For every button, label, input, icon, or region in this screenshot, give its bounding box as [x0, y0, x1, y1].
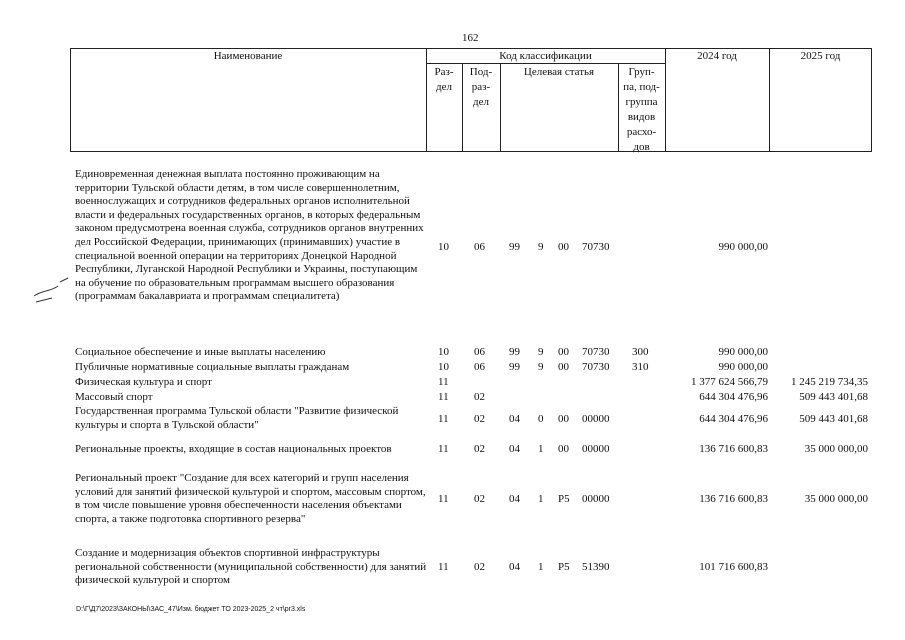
cell-target-event: Р5 — [558, 561, 570, 573]
cell-razdel: 11 — [438, 561, 449, 573]
cell-target-event: Р5 — [558, 493, 570, 505]
cell-2024: 990 000,00 — [718, 361, 768, 373]
cell-razdel: 10 — [438, 346, 449, 358]
header-group-line: расхо- — [626, 126, 657, 138]
cell-target-subprogram: 1 — [538, 493, 544, 505]
cell-podrazdel: 02 — [474, 413, 485, 425]
cell-target-direction: 70730 — [582, 346, 610, 358]
cell-2024: 1 377 624 566,79 — [691, 376, 768, 388]
header-razdel — [426, 65, 462, 95]
header-razdel-line: дел — [436, 81, 452, 93]
cell-target-direction: 00000 — [582, 443, 610, 455]
cell-target-program: 04 — [509, 493, 520, 505]
cell-razdel: 11 — [438, 493, 449, 505]
cell-group: 300 — [632, 346, 649, 358]
cell-target-event: 00 — [558, 361, 569, 373]
header-group-line: дов — [633, 141, 650, 153]
cell-podrazdel: 02 — [474, 561, 485, 573]
page-number: 162 — [462, 32, 479, 44]
cell-2024: 644 304 476,96 — [699, 391, 768, 403]
cell-target-direction: 70730 — [582, 241, 610, 253]
cell-target-subprogram: 0 — [538, 413, 544, 425]
cell-target-program: 04 — [509, 413, 520, 425]
header-code: Код классификации — [499, 50, 592, 62]
table-row-name: Социальное обеспечение и иные выплаты населению — [75, 346, 326, 358]
cell-target-direction: 00000 — [582, 493, 610, 505]
cell-target-subprogram: 1 — [538, 561, 544, 573]
cell-target-subprogram: 9 — [538, 346, 544, 358]
cell-target-program: 99 — [509, 241, 520, 253]
table-row-name: Создание и модернизация объектов спортивной инфраструктуры региональной собственности (муниципальной собственности) для занятий физической культурой и спортом — [75, 547, 427, 587]
header-podrazdel-line: дел — [473, 96, 489, 108]
header-group-line: видов — [627, 111, 656, 123]
header-target: Целевая статья — [523, 66, 595, 78]
cell-razdel: 10 — [438, 361, 449, 373]
cell-target-program: 99 — [509, 361, 520, 373]
cell-target-subprogram: 1 — [538, 443, 544, 455]
cell-razdel: 10 — [438, 241, 449, 253]
cell-target-direction: 00000 — [582, 413, 610, 425]
scan-mark-squiggle — [30, 276, 74, 310]
cell-razdel: 11 — [438, 376, 449, 388]
cell-target-subprogram: 9 — [538, 241, 544, 253]
cell-razdel: 11 — [438, 413, 449, 425]
cell-target-direction: 51390 — [582, 561, 610, 573]
footer-file-path: D:\Г\Д7\2023\ЗАКОНЫ\ЗАС_47\Изм. бюджет ТО 2023-2025_2 чт\pr3.xls — [76, 606, 306, 613]
cell-2024: 644 304 476,96 — [699, 413, 768, 425]
table-row-name: Региональные проекты, входящие в состав национальных проектов — [75, 443, 392, 455]
header-podrazdel — [462, 65, 500, 110]
header-group — [618, 65, 665, 155]
cell-target-subprogram: 9 — [538, 361, 544, 373]
cell-target-event: 00 — [558, 413, 569, 425]
cell-2024: 990 000,00 — [718, 346, 768, 358]
cell-target-event: 00 — [558, 241, 569, 253]
header-year-2024: 2024 год — [697, 50, 737, 62]
cell-group: 310 — [632, 361, 649, 373]
cell-2025: 509 443 401,68 — [799, 391, 868, 403]
header-name: Наименование — [213, 50, 283, 62]
cell-podrazdel: 06 — [474, 361, 485, 373]
cell-2025: 1 245 219 734,35 — [791, 376, 868, 388]
cell-2024: 101 716 600,83 — [699, 561, 768, 573]
table-row-name: Региональный проект "Создание для всех категорий и групп населения условий для занятий физической культурой и спортом, массовым спортом, в том числе повышение уровня обеспеченности населения объектами спорта, а также подготовка спортивного резерва" — [75, 472, 426, 525]
header-group-line: Груп- — [628, 66, 655, 78]
table-row-name: Массовый спорт — [75, 391, 153, 403]
cell-2024: 136 716 600,83 — [699, 493, 768, 505]
cell-2024: 136 716 600,83 — [699, 443, 768, 455]
cell-podrazdel: 02 — [474, 493, 485, 505]
cell-podrazdel: 06 — [474, 241, 485, 253]
header-group-line: группа — [625, 96, 658, 108]
header-year-2025: 2025 год — [800, 50, 841, 62]
cell-target-program: 99 — [509, 346, 520, 358]
cell-2025: 35 000 000,00 — [804, 493, 868, 505]
cell-razdel: 11 — [438, 443, 449, 455]
header-razdel-line: Раз- — [434, 66, 454, 78]
header-podrazdel-line: Под- — [469, 66, 493, 78]
cell-2024: 990 000,00 — [718, 241, 768, 253]
cell-target-program: 04 — [509, 561, 520, 573]
cell-target-program: 04 — [509, 443, 520, 455]
table-row-name: Публичные нормативные социальные выплаты гражданам — [75, 361, 350, 373]
cell-target-event: 00 — [558, 346, 569, 358]
cell-target-event: 00 — [558, 443, 569, 455]
cell-podrazdel: 02 — [474, 443, 485, 455]
header-divider — [769, 48, 770, 152]
cell-podrazdel: 06 — [474, 346, 485, 358]
header-podrazdel-line: раз- — [471, 81, 491, 93]
table-row-name: Единовременная денежная выплата постоянно проживающим на территории Тульской области детям, в том числе совершеннолетним, военнослужащих и сотрудников федеральных органов исполнительной власти и федеральных государственных органов, в которых федеральным законом предусмотрена военная служба, сотрудников органов внутренних дел Российской Федерации, принимающих (принимавших) участие в специальной военной операции на территориях Донецкой Народной Республики, Луганской Народной Республики и Украины, поступающим на обучение по образовательным программам высшего образования (программам бакалавриата и программам специалитета) — [75, 168, 424, 303]
cell-2025: 35 000 000,00 — [804, 443, 868, 455]
table-row-name: Государственная программа Тульской области "Развитие физической культуры и спорта в Тульской области" — [75, 405, 399, 431]
header-group-line: па, под- — [623, 81, 660, 93]
cell-target-direction: 70730 — [582, 361, 610, 373]
table-row-name: Физическая культура и спорт — [75, 376, 212, 388]
header-divider — [665, 48, 666, 152]
cell-razdel: 11 — [438, 391, 449, 403]
cell-2025: 509 443 401,68 — [799, 413, 868, 425]
cell-podrazdel: 02 — [474, 391, 485, 403]
